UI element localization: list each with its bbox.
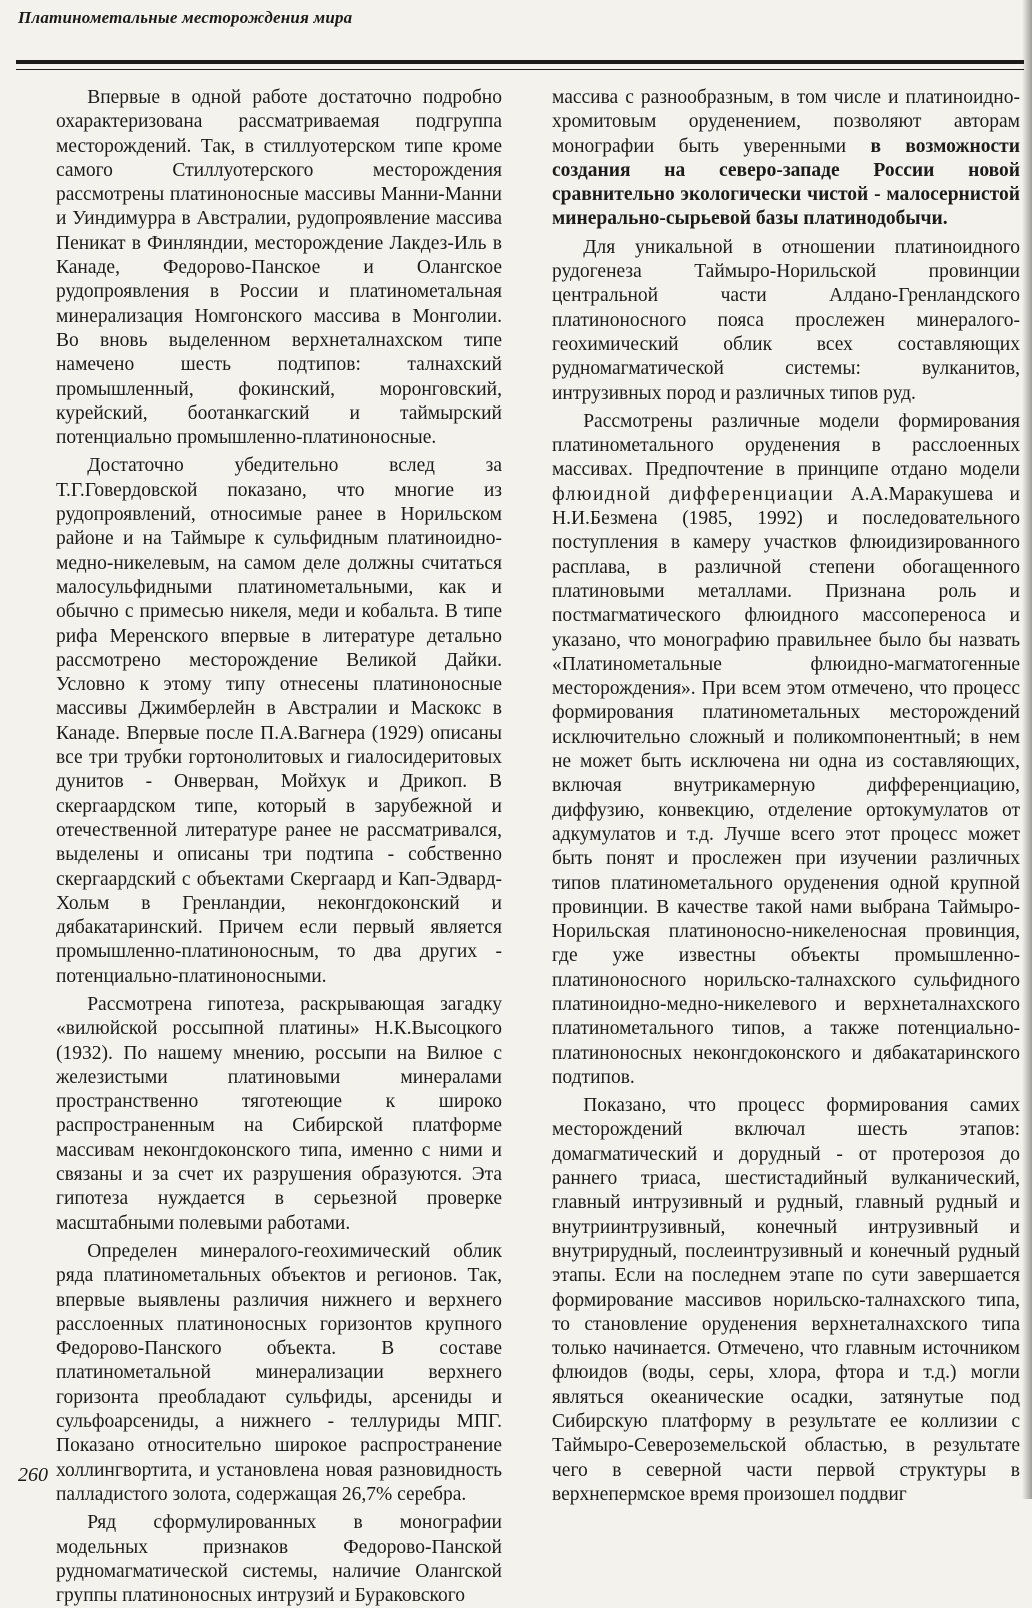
right-paragraph-1-bold: в возможности создания на северо-западе России новой сравнительно экологически чистой - малосернистой минерально-сырьевой базы платинодобычи. xyxy=(552,135,1020,230)
right-column xyxy=(552,86,1020,1505)
page-number: 260 xyxy=(18,1464,48,1486)
left-paragraph-3: Рассмотрена гипотеза, раскрывающая загадку «вилюйской россыпной платины» Н.К.Высоцкого (1932). По нашему мнению, россыпи на Вилюе с железистыми платиновыми минералами пространственно тяготеющие к широко распространенным на Сибирской платформе массивам неконгдоконского типа, именно с ними и связаны и за счет их разрушения образуются. Эта гипотеза нуждается в серьезной проверке масштабными полевыми работами. xyxy=(56,993,502,1234)
page-edge-shadow xyxy=(1022,0,1032,1499)
left-paragraph-1: Впервые в одной работе достаточно подробно охарактеризована рассматриваемая подгруппа месторождений. Так, в стиллуотерском типе кроме самого Стиллуотерского месторождения рассмотрены платиноносные массивы Манни-Манни и Уиндимурра в Австралии, рудопроявление массива Пеникат в Финляндии, месторождение Лакдез-Иль в Канаде, Федорово-Панское и Оланrское рудопроявления в России и платинометальная минерализация Номгонского массива в Монголии. Во вновь выделенном верхнеталнахском типе намечено шесть подтипов: талнахский промышленный, фокинский, моронговский, курейский, боотанкагский и таймырский потенциально промышленно-платиноносные. xyxy=(56,87,502,449)
running-title: Платинометальные месторождения мира xyxy=(18,8,353,27)
right-paragraph-3-spaced: флюидной дифференциации xyxy=(552,483,835,505)
right-paragraph-1-text: массива с разнообразным, в том числе и платиноидно-хромитовым оруденением, позволяют авторам монографии быть уверенными xyxy=(552,87,1020,157)
right-paragraph-2: Для уникальной в отношении платиноидного рудогенеза Таймыро-Норильской провинции центральной части Алдано-Гренландского платиноносного пояса прослежен минералого-геохимический облик всех составляющих рудномагматической системы: вулканитов, интрузивных пород и различных типов руд. xyxy=(552,236,1020,404)
right-paragraph-3-text-a: Рассмотрены различные модели формирования платинометального оруденения в расслоенных массивах. Предпочтение в принципе отдано модели xyxy=(552,410,1020,481)
left-column xyxy=(56,86,502,1607)
right-paragraph-3 xyxy=(552,410,1020,1090)
right-paragraph-4: Показано, что процесс формирования самих месторождений включал шесть этапов: домагматический и дорудный - от протерозоя до раннего триаса, шестистадийный вулканический, главный интрузивный и рудный, главный рудный и внутриинтрузивный, конечный интрузивный и внутрирудный, послеинтрузивный и конечный рудный этапы. Если на последнем этапе по сути завершается формирование массивов норильско-талнахского типа, то становление оруденения верхнеталнахского типа только начинается. Отмечено, что главным источником флюидов (воды, серы, хлора, фтора и т.д.) могли являться океанические осадки, затянутые под Сибирскую платформу в результате ее коллизии с Таймыро-Североземельской областью, в результате чего в северной части первой структуры в верхнепермское время произошел поддвиг xyxy=(552,1095,1020,1505)
left-paragraph-4: Определен минералого-геохимический облик ряда платинометальных объектов и регионов. Так, впервые выявлены различия нижнего и верхнего расслоенных платиноносных горизонтов крупного Федорово-Панского объекта. В составе платинометальной минерализации верхнего горизонта преобладают сульфиды, арсениды и сульфоарсениды, а нижнего - теллуриды МПГ. Показано относительно широкое распространение холлингвортита, и установлена новая разновидность палладистого золота, содержащая 26,7% серебра. xyxy=(56,1240,502,1505)
right-paragraph-3-text-b: А.А.Маракушева и Н.И.Безмена (1985, 1992) и последовательного поступления в камеру участков флюидизированного расплава, в различной степени обогащенного платиновыми металлами. Признана роль и постмагматического флюидного массопереноса и указано, что монографию правильнее было бы назвать «Платинометальные флюидно-магматогенные месторождения». При всем этом отмечено, что процесс формирования платинометальных месторождений исключительно сложный и поликомпонентный; в нем не может быть исключена ни одна из составляющих, включая внутрикамерную дифференциацию, диффузию, конвекцию, отделение ортокумулатов от адкумулатов и т.д. Лучше всего этот процесс может быть понят и прослежен при изучении различных типов платинометального оруденения одной крупной провинции. В качестве такой нами выбрана Таймыро-Норильская платиноносно-никеленосная провинция, где уже известны объекты промышленно-платиноносного норильско-талнахского сульфидного платиноидно-медно-никелевого и верхнеталнахского платинометального типов, а также потенциально-платиноносных неконгдоконского и дябакатаринского подтипов. xyxy=(552,483,1020,1088)
left-paragraph-5: Ряд сформулированных в монографии модельных признаков Федорово-Панской рудномагматической системы, наличие Оланrской группы платиноносных интрузий и Бураковского xyxy=(56,1512,502,1607)
right-paragraph-1 xyxy=(552,86,1020,232)
left-paragraph-2: Достаточно убедительно вслед за Т.Г.Говердовской показано, что многие из рудопроявлений, относимые ранее в Норильском районе и на Таймыре к сульфидным платиноидно-медно-никелевым, на самом деле должны считаться малосульфидными платинометальными, как и обычно с примесью никеля, меди и кобальта. В типе рифа Меренского впервые в литературе детально рассмотрено месторождение Великой Дайки. Условно к этому типу отнесены платиноносные массивы Джимберлейн в Австралии и Маскокс в Канаде. Впервые после П.А.Вагнера (1929) описаны все три трубки гортонолитовых и гиалосидеритовых дунитов - Онверван, Мойхук и Дрикоп. В скергаардском типе, который в зарубежной и отечественной литературе ранее не рассматривался, выделены и описаны три подтипа - собственно скергаардский с объектами Скергаард и Кап-Эдвард-Хольм в Гренландии, неконгдоконский и дябакатаринский. Причем если первый является промышленно-платиноносным, то два других - потенциально-платиноносными. xyxy=(56,455,502,987)
header-rule-thick xyxy=(16,60,1024,64)
header-rule-thin xyxy=(16,69,1024,70)
